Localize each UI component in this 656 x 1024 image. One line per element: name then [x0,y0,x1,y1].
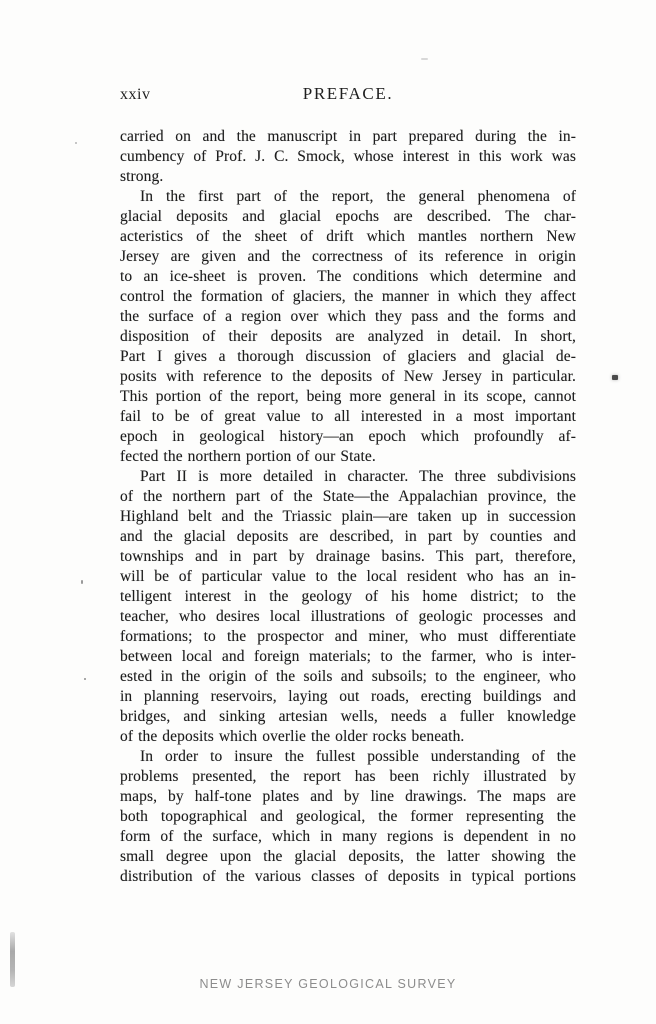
text-line: of the northern part of the State—the Appalachian province, the [120,488,576,505]
text-line: to an ice-sheet is proven. The conditions which determine and [120,268,576,285]
text-line: fail to be of great value to all interested in a most important [120,408,576,425]
page-number: xxiv [120,86,151,103]
text-line: of the deposits which overlie the older rocks beneath. [120,728,465,745]
body-text [120,127,576,887]
text-line: teacher, who desires local illustrations of geologic processes and [120,608,576,625]
text-line: maps, by half-tone plates and by line drawings. The maps are [120,788,576,805]
text-line: In the first part of the report, the general phenomena of [140,188,576,205]
text-line: bridges, and sinking artesian wells, needs a fuller knowledge [120,708,576,725]
text-line: Highland belt and the Triassic plain—are taken up in succession [120,508,576,525]
watermark-text: NEW JERSEY GEOLOGICAL SURVEY [199,977,457,991]
text-line: This portion of the report, being more general in its scope, cannot [120,388,576,405]
text-line: Part II is more detailed in character. The three subdivisions [140,468,576,485]
paragraph [120,467,576,747]
text-line: townships and in part by drainage basins. This part, therefore, [120,548,576,565]
text-line: glacial deposits and glacial epochs are described. The char- [120,208,576,225]
text-line: form of the surface, which in many regions is dependent in no [120,828,576,845]
text-line: problems presented, the report has been richly illustrated by [120,768,576,785]
text-line: strong. [120,168,164,185]
scan-artifact-speck [84,678,86,680]
text-line: distribution of the various classes of deposits in typical portions [120,868,576,885]
text-line: both topographical and geological, the former representing the [120,808,576,825]
scan-artifact-speck [421,58,428,60]
text-line: small degree upon the glacial deposits, the latter showing the [120,848,576,865]
page-header [120,84,576,106]
paragraph [120,187,576,467]
text-line: epoch in geological history—an epoch which profoundly af- [120,428,576,445]
text-line: between local and foreign materials; to the farmer, who is inter- [120,648,576,665]
scan-artifact-speck [75,142,77,144]
text-line: cumbency of Prof. J. C. Smock, whose interest in this work was [120,148,576,165]
paragraph [120,127,576,187]
text-line: formations; to the prospector and miner, who must differentiate [120,628,576,645]
text-line: fected the northern portion of our State. [120,448,376,465]
text-line: ested in the origin of the soils and subsoils; to the engineer, who [120,668,576,685]
text-line: will be of particular value to the local resident who has an in- [120,568,576,585]
paragraph [120,747,576,887]
text-line: carried on and the manuscript in part prepared during the in- [120,128,576,145]
text-line: In order to insure the fullest possible understanding of the [140,748,576,765]
text-line: the surface of a region over which they pass and the forms and [120,308,576,325]
page-title: PREFACE. [302,84,394,103]
text-line: telligent interest in the geology of his home district; to the [120,588,576,605]
text-line: disposition of their deposits are analyzed in detail. In short, [120,328,576,345]
scan-artifact-dot [612,375,618,380]
text-line: Jersey are given and the correctness of its reference in origin [120,248,576,265]
scan-artifact-speck [81,580,83,584]
text-line: control the formation of glaciers, the manner in which they affect [120,288,576,305]
text-line: and the glacial deposits are described, in part by counties and [120,528,576,545]
text-line: posits with reference to the deposits of New Jersey in particular. [120,368,576,385]
text-line: Part I gives a thorough discussion of glaciers and glacial de- [120,348,576,365]
text-line: acteristics of the sheet of drift which mantles northern New [120,228,576,245]
text-line: in planning reservoirs, laying out roads, erecting buildings and [120,688,576,705]
